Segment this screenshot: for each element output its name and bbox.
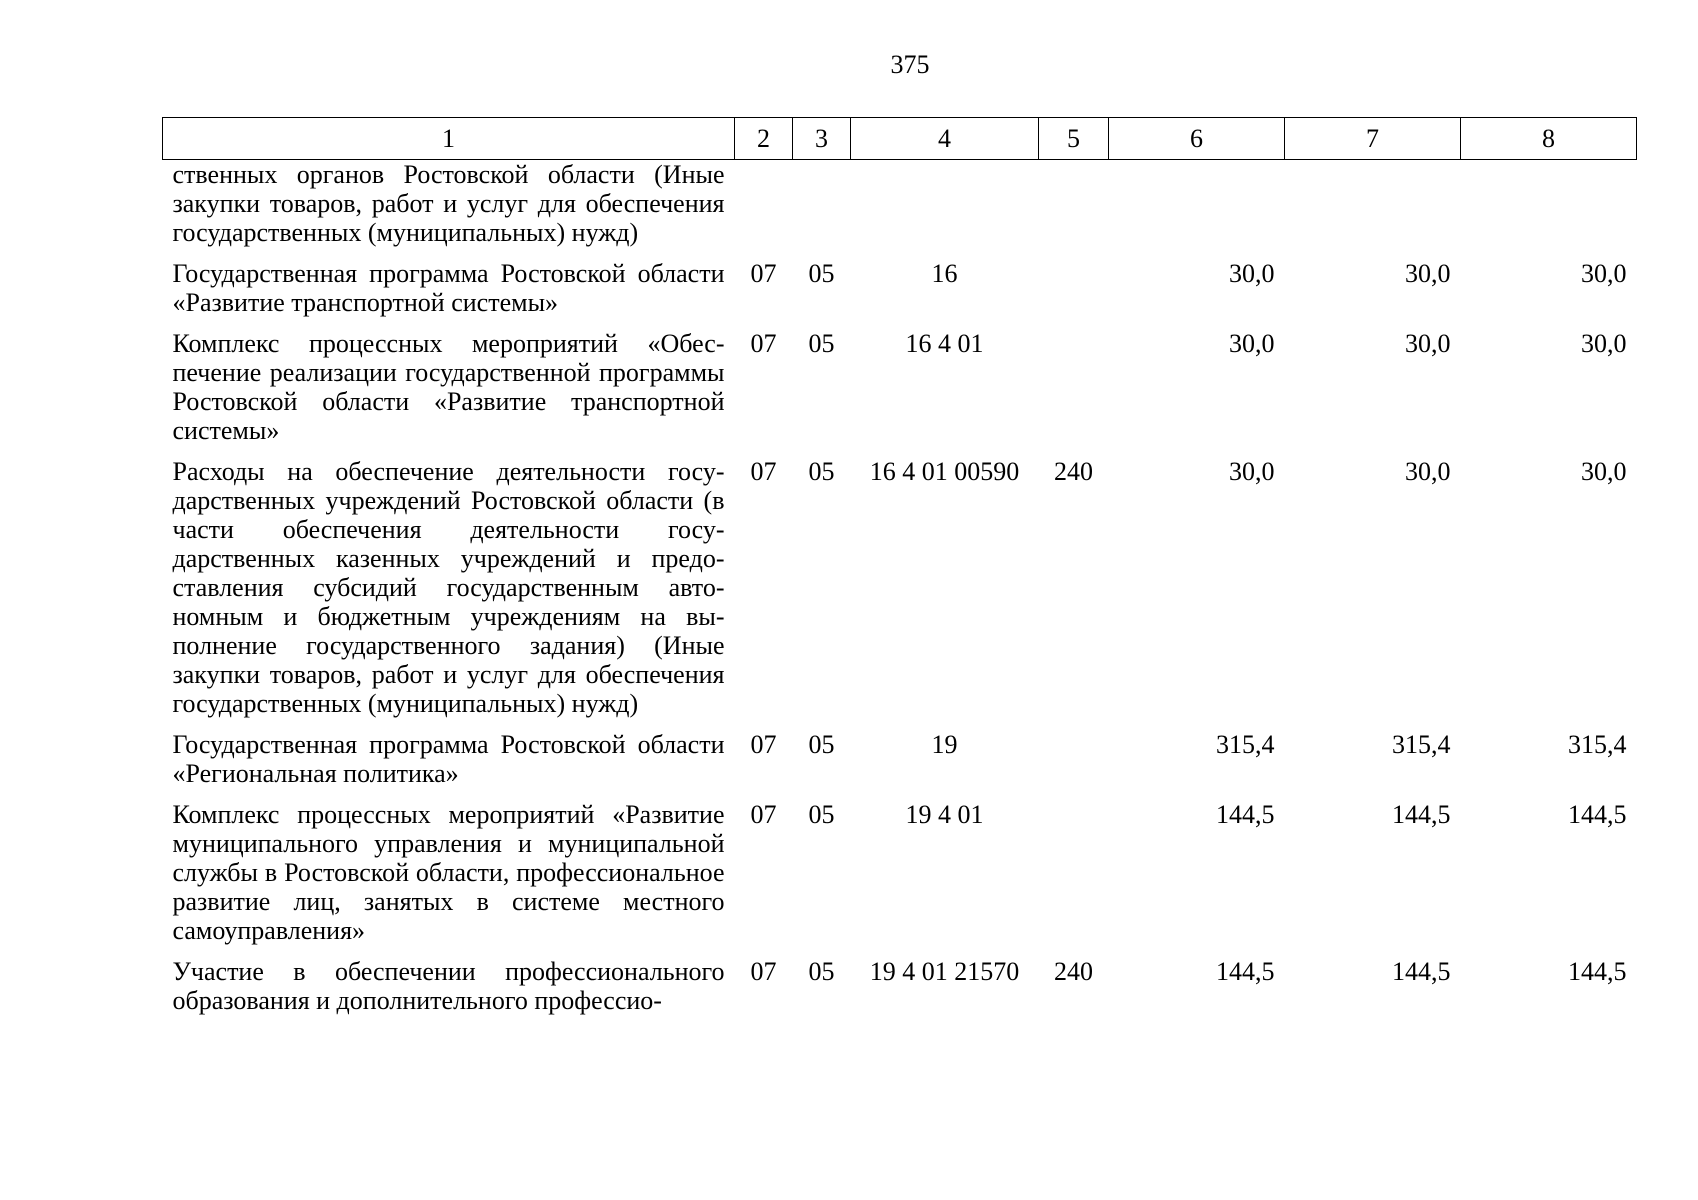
row-expense-type xyxy=(1039,788,1109,945)
column-header-2: 2 xyxy=(735,118,793,160)
row-target-code: 16 4 01 xyxy=(905,329,984,358)
table-row xyxy=(163,160,1637,248)
row-description: ственных органов Ростовской области (Иные закупки товаров, работ и услуг для обеспечения государственных (муниципальных) нужд) xyxy=(172,160,725,247)
row-subsection-code: 05 xyxy=(808,800,835,829)
row-expense-type xyxy=(1039,247,1109,317)
row-section-code: 07 xyxy=(750,730,777,759)
row-amount-col7 xyxy=(1285,160,1461,248)
row-expense-type xyxy=(1039,160,1109,248)
table-row xyxy=(163,317,1637,445)
row-description: Государственная программа Ростовской области «Региональная политика» xyxy=(172,730,725,788)
row-expense-type xyxy=(1039,317,1109,445)
row-section-code: 07 xyxy=(750,957,777,986)
column-header-7: 7 xyxy=(1285,118,1461,160)
row-amount-col8: 144,5 xyxy=(1568,800,1627,829)
row-section-code xyxy=(735,160,793,248)
row-expense-type xyxy=(1039,718,1109,788)
row-amount-col7: 30,0 xyxy=(1405,329,1451,358)
row-subsection-code: 05 xyxy=(808,730,835,759)
table-row xyxy=(163,788,1637,945)
page-number: 375 xyxy=(890,50,930,79)
row-target-code: 16 xyxy=(931,259,958,288)
row-amount-col6: 30,0 xyxy=(1229,259,1275,288)
row-target-code: 19 4 01 xyxy=(905,800,984,829)
row-amount-col7: 30,0 xyxy=(1405,457,1451,486)
table-row xyxy=(163,247,1637,317)
row-description: Участие в обеспечении профессионального образования и дополнительного профессио- xyxy=(172,957,725,1015)
column-header-5: 5 xyxy=(1039,118,1109,160)
row-amount-col6: 30,0 xyxy=(1229,329,1275,358)
row-section-code: 07 xyxy=(750,457,777,486)
row-amount-col7: 144,5 xyxy=(1392,800,1451,829)
row-target-code xyxy=(851,160,1039,248)
row-section-code: 07 xyxy=(750,800,777,829)
budget-table xyxy=(162,117,1637,1015)
row-subsection-code: 05 xyxy=(808,957,835,986)
row-amount-col7: 315,4 xyxy=(1392,730,1451,759)
column-header-4: 4 xyxy=(851,118,1039,160)
table-row xyxy=(163,718,1637,788)
table-row xyxy=(163,945,1637,1015)
row-target-code: 19 4 01 21570 xyxy=(869,957,1020,986)
row-subsection-code xyxy=(793,160,851,248)
row-amount-col8: 30,0 xyxy=(1581,457,1627,486)
row-description: Комплекс процессных мероприятий «Обеспечение реализации государственной программы Ростовской области «Развитие транспортной системы» xyxy=(172,329,725,445)
row-amount-col8 xyxy=(1461,160,1637,248)
row-description: Государственная программа Ростовской области «Развитие транспортной системы» xyxy=(172,259,725,317)
row-subsection-code: 05 xyxy=(808,329,835,358)
column-header-8: 8 xyxy=(1461,118,1637,160)
row-subsection-code: 05 xyxy=(808,457,835,486)
row-target-code: 19 xyxy=(931,730,958,759)
row-amount-col7: 144,5 xyxy=(1392,957,1451,986)
row-amount-col6: 315,4 xyxy=(1216,730,1275,759)
row-amount-col7: 30,0 xyxy=(1405,259,1451,288)
row-description: Комплекс процессных мероприятий «Развитие муниципального управления и муниципальной службы в Ростовской области, профессиональное развитие лиц, занятых в системе местного самоуправления» xyxy=(172,800,725,945)
row-description: Расходы на обеспечение деятельности государственных учреждений Ростовской области (в части обеспечения деятельности государственных казенных учреждений и предоставления субсидий государственным автономным и бюджетным учреждениям на выполнение государственного задания) (Иные закупки товаров, работ и услуг для обеспечения государственных (муниципальных) нужд) xyxy=(172,457,725,718)
row-expense-type: 240 xyxy=(1054,957,1093,986)
row-amount-col8: 144,5 xyxy=(1568,957,1627,986)
row-amount-col6: 30,0 xyxy=(1229,457,1275,486)
row-amount-col6: 144,5 xyxy=(1216,800,1275,829)
row-amount-col8: 30,0 xyxy=(1581,259,1627,288)
row-amount-col8: 30,0 xyxy=(1581,329,1627,358)
column-header-1: 1 xyxy=(163,118,735,160)
header-row xyxy=(163,118,1637,160)
row-subsection-code: 05 xyxy=(808,259,835,288)
column-header-6: 6 xyxy=(1109,118,1285,160)
row-section-code: 07 xyxy=(750,329,777,358)
row-target-code: 16 4 01 00590 xyxy=(869,457,1020,486)
row-expense-type: 240 xyxy=(1054,457,1093,486)
row-amount-col6 xyxy=(1109,160,1285,248)
table-row xyxy=(163,445,1637,718)
column-header-3: 3 xyxy=(793,118,851,160)
row-section-code: 07 xyxy=(750,259,777,288)
row-amount-col8: 315,4 xyxy=(1568,730,1627,759)
row-amount-col6: 144,5 xyxy=(1216,957,1275,986)
